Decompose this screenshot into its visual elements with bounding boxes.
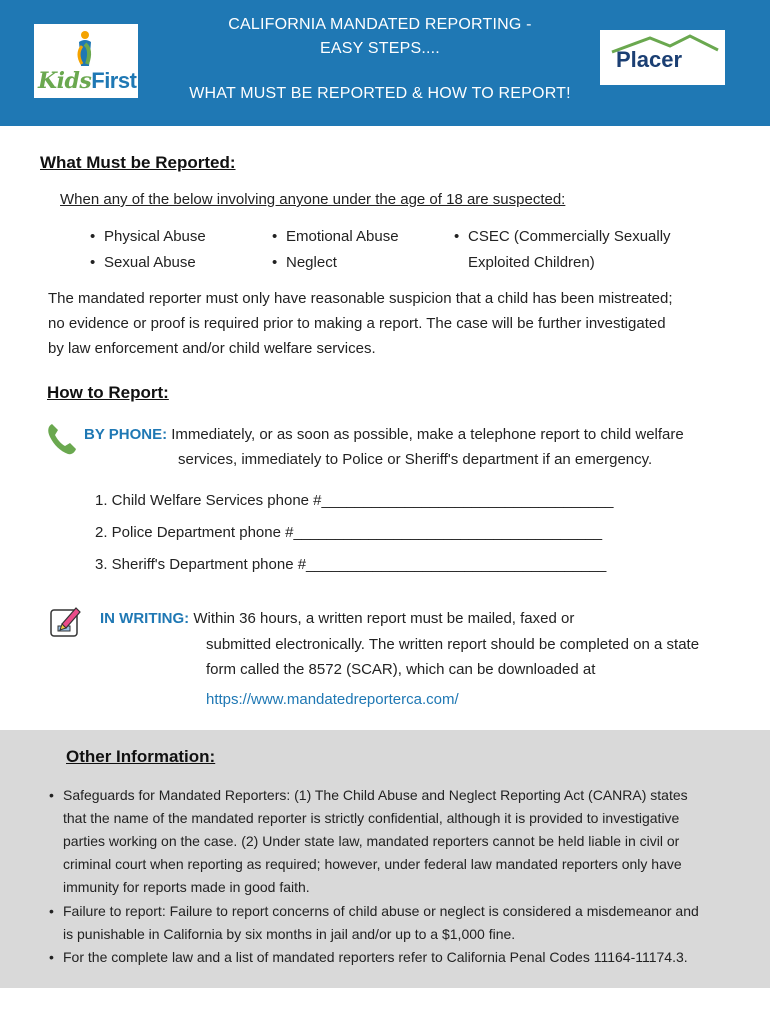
bullet-neglect: • Neglect xyxy=(286,254,337,271)
phone-number-cws: 1. Child Welfare Services phone #___________________________________ xyxy=(95,492,614,509)
what-intro: When any of the below involving anyone under the age of 18 are suspected: xyxy=(60,191,566,208)
other-heading: Other Information: xyxy=(66,747,216,766)
how-heading: How to Report: xyxy=(47,383,169,402)
phone-icon xyxy=(46,422,78,456)
other-line7: is punishable in California by six months in jail and/or up to a $1,000 fine. xyxy=(63,926,516,942)
bullet-physical-abuse: • Physical Abuse xyxy=(104,228,206,245)
other-line5: immunity for reports made in good faith. xyxy=(63,879,310,895)
phone-line1: BY PHONE: Immediately, or as soon as possible, make a telephone report to child welfare xyxy=(84,426,684,443)
phone-number-police: 2. Police Department phone #_____________________________________ xyxy=(95,524,603,541)
phone-number-sheriff: 3. Sheriff's Department phone #____________________________________ xyxy=(95,556,607,573)
other-line4: criminal court when reporting as required; however, under federal law mandated reporters only have xyxy=(63,856,682,872)
phone-label: BY PHONE: xyxy=(84,426,168,443)
kidsfirst-logo xyxy=(34,24,138,98)
bullet-sexual-abuse: • Sexual Abuse xyxy=(104,254,196,271)
kidsfirst-wordmark: KidsFirst xyxy=(38,68,137,94)
phone-line2: services, immediately to Police or Sheriff's department if an emergency. xyxy=(178,451,653,468)
pencil-paper-icon xyxy=(48,604,82,638)
what-para-line2: no evidence or proof is required prior to making a report. The case will be further investigated xyxy=(48,315,666,332)
other-line2: that the name of the mandated reporter is strictly confidential, although it is provided to investigative xyxy=(63,810,680,826)
bullet-csec: • CSEC (Commercially Sexually xyxy=(468,228,671,245)
other-line3: parties working on the case. (2) Under state law, mandated reporters cannot be held liable in civil or xyxy=(63,833,680,849)
other-bullet-failure: • Failure to report: Failure to report concerns of child abuse or neglect is considered a misdemeanor and xyxy=(63,903,699,919)
page-title-line2: EASY STEPS.... xyxy=(320,40,440,57)
other-bullet-safeguards: • Safeguards for Mandated Reporters: (1) The Child Abuse and Neglect Reporting Act (CANRA) states xyxy=(63,787,688,803)
page-title-line1: CALIFORNIA MANDATED REPORTING - xyxy=(228,16,532,33)
mandated-reporter-link[interactable]: https://www.mandatedreporterca.com/ xyxy=(206,691,459,708)
writing-line1: IN WRITING: Within 36 hours, a written report must be mailed, faxed or xyxy=(100,610,575,627)
writing-line3: form called the 8572 (SCAR), which can be downloaded at xyxy=(206,661,596,678)
other-bullet-law: • For the complete law and a list of mandated reporters refer to California Penal Codes 11164-11174.3. xyxy=(63,949,688,965)
placer-wordmark: Placer xyxy=(616,47,683,72)
what-para-line1: The mandated reporter must only have reasonable suspicion that a child has been mistreated; xyxy=(48,290,673,307)
writing-line2: submitted electronically. The written report should be completed on a state xyxy=(206,636,700,653)
what-para-line3: by law enforcement and/or child welfare services. xyxy=(48,340,376,357)
bullet-emotional-abuse: • Emotional Abuse xyxy=(286,228,399,245)
what-heading: What Must be Reported: xyxy=(40,153,236,172)
bullet-csec-cont: Exploited Children) xyxy=(468,254,595,271)
placer-logo xyxy=(600,30,725,85)
header-banner xyxy=(0,0,770,126)
page-subtitle: WHAT MUST BE REPORTED & HOW TO REPORT! xyxy=(189,85,571,102)
writing-label: IN WRITING: xyxy=(100,610,190,627)
family-figure-icon xyxy=(70,30,100,70)
